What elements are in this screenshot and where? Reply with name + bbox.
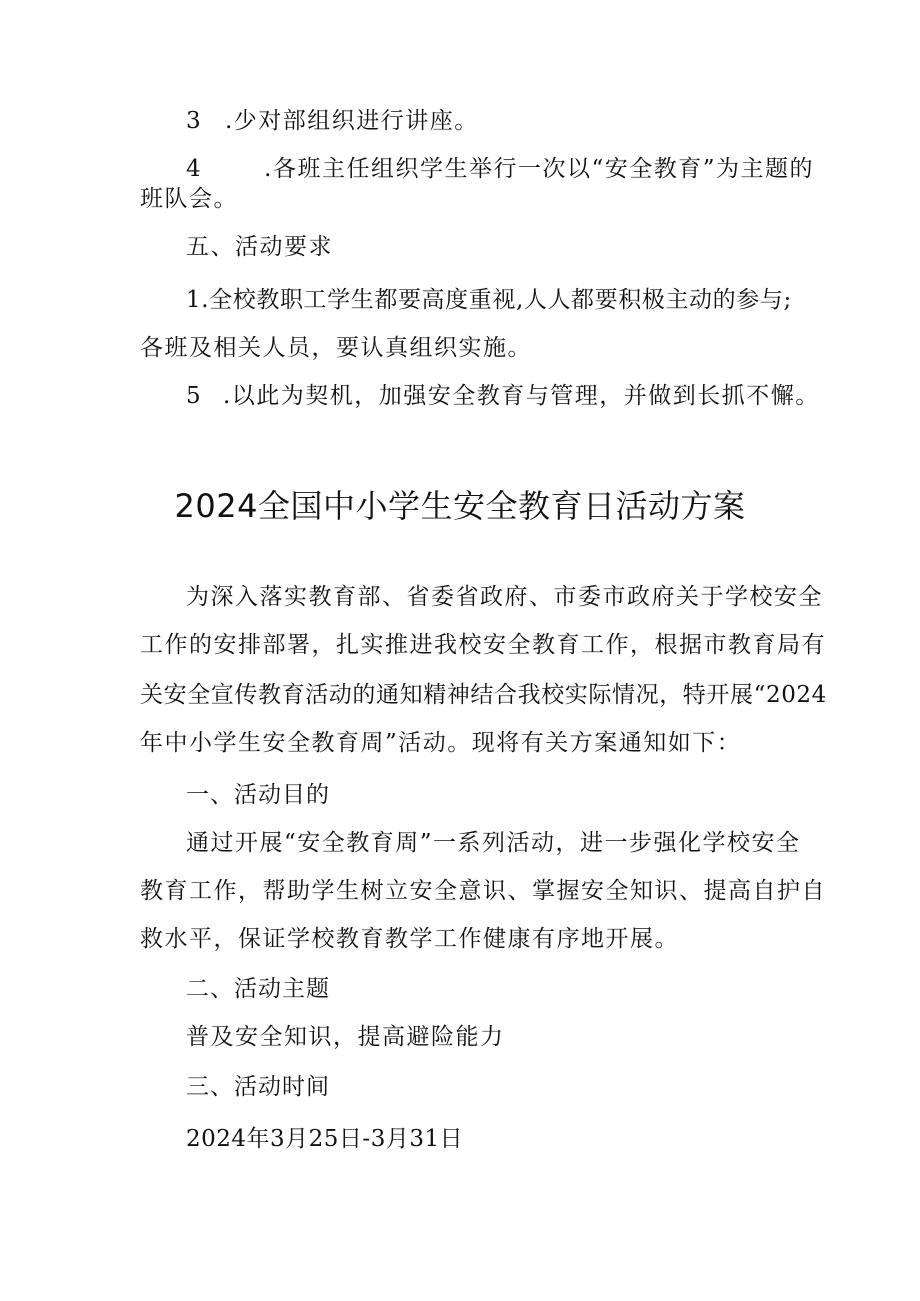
item-number: 4	[186, 156, 203, 182]
item-text: .以此为契机，加强安全教育与管理，并做到长抓不懈。	[222, 383, 820, 409]
intro-line: 年中小学生安全教育周”活动。现将有关方案通知如下：	[140, 730, 742, 756]
item-number: 5	[186, 383, 203, 409]
item-number: 3	[186, 108, 203, 134]
item-text-continued: 班队会。	[140, 186, 238, 212]
intro-line: 为深入落实教育部、省委省政府、市委市政府关于学校安全	[186, 584, 823, 610]
list-item	[186, 154, 814, 184]
list-item	[186, 106, 479, 136]
requirement-line: 各班及相关人员，要认真组织实施。	[140, 335, 532, 361]
requirement-line: 1.全校教职工学生都要高度重视,人人都要积极主动的参与;	[186, 287, 792, 313]
page-title: 2024全国中小学生安全教育日活动方案	[174, 487, 746, 525]
paragraph-line: 救水平，保证学校教育教学工作健康有序地开展。	[140, 926, 679, 952]
item-text: .各班主任组织学生举行一次以“安全教育”为主题的	[264, 156, 814, 182]
section-heading: 五、活动要求	[186, 234, 333, 260]
paragraph-line: 通过开展“安全教育周”一系列活动，进一步强化学校安全	[186, 830, 801, 856]
section-heading: 一、活动目的	[186, 782, 330, 808]
paragraph-line: 普及安全知识，提高避险能力	[186, 1024, 505, 1050]
intro-line: 工作的安排部署，扎实推进我校安全教育工作，根据市教育局有	[140, 632, 826, 658]
item-text: .少对部组织进行讲座。	[224, 108, 479, 134]
section-heading: 三、活动时间	[186, 1074, 330, 1100]
paragraph-line: 教育工作，帮助学生树立安全意识、掌握安全知识、提高自护自	[140, 878, 826, 904]
section-heading: 二、活动主题	[186, 976, 330, 1002]
intro-line: 关安全宣传教育活动的通知精神结合我校实际情况，特开展“2024	[140, 682, 827, 708]
list-item	[186, 381, 820, 411]
paragraph-line: 2024年3月25日-3月31日	[186, 1126, 464, 1152]
